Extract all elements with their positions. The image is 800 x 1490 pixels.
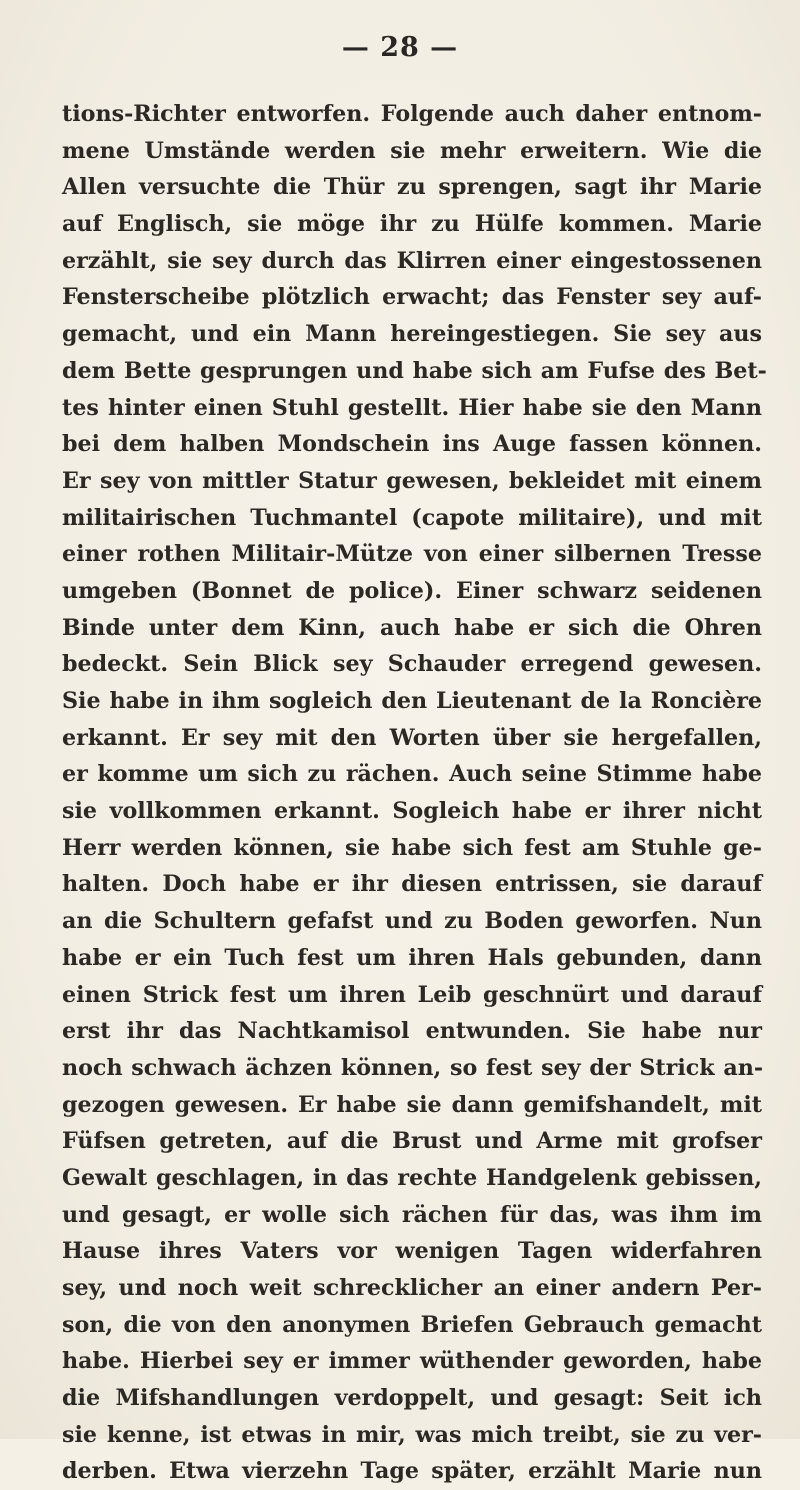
text-line: halten. Doch habe er ihr diesen entrissen, sie darauf	[62, 871, 762, 898]
text-line: erst ihr das Nachtkamisol entwunden. Sie habe nur	[62, 1018, 762, 1045]
text-line: umgeben (Bonnet de police). Einer schwarz seidenen	[62, 577, 762, 604]
text-line: und gesagt, er wolle sich rächen für das, was ihm im	[62, 1201, 762, 1228]
text-line: bedeckt. Sein Blick sey Schauder erregend gewesen.	[62, 651, 762, 678]
text-line: tions-Richter entworfen. Folgende auch daher entnom-	[62, 101, 762, 127]
text-line: gezogen gewesen. Er habe sie dann gemifshandelt, mit	[62, 1091, 762, 1118]
text-line: derben. Etwa vierzehn Tage später, erzählt Marie nun	[62, 1458, 762, 1485]
text-line: Binde unter dem Kinn, auch habe er sich die Ohren	[62, 614, 762, 641]
text-line: noch schwach ächzen können, so fest sey der Strick an-	[62, 1054, 764, 1081]
text-line: die Mifshandlungen verdoppelt, und gesagt: Seit ich	[62, 1385, 762, 1412]
text-line: Herr werden können, sie habe sich fest am Stuhle ge-	[62, 834, 762, 861]
text-line: einen Strick fest um ihren Leib geschnürt und darauf	[62, 981, 762, 1008]
text-line: erzählt, sie sey durch das Klirren einer eingestossenen	[62, 247, 762, 274]
text-line: sie kenne, ist etwas in mir, was mich treibt, sie zu ver-	[62, 1421, 762, 1448]
text-line: er komme um sich zu rächen. Auch seine Stimme habe	[62, 761, 762, 788]
text-line: gemacht, und ein Mann hereingestiegen. Sie sey aus	[62, 321, 762, 348]
text-line: Er sey von mittler Statur gewesen, bekleidet mit einem	[62, 467, 762, 494]
text-line: habe. Hierbei sey er immer wüthender geworden, habe	[62, 1348, 762, 1375]
text-line: bei dem halben Mondschein ins Auge fassen können.	[62, 431, 762, 458]
text-line: einer rothen Militair-Mütze von einer silbernen Tresse	[62, 541, 762, 568]
text-line: sey, und noch weit schrecklicher an einer andern Per-	[62, 1275, 762, 1301]
text-line: Fensterscheibe plötzlich erwacht; das Fenster sey auf-	[62, 284, 762, 311]
text-line: an die Schultern gefafst und zu Boden geworfen. Nun	[62, 908, 762, 935]
text-line: son, die von den anonymen Briefen Gebrauch gemacht	[62, 1311, 762, 1338]
text-line: dem Bette gesprungen und habe sich am Fufse des Bet-	[62, 357, 767, 384]
text-line: habe er ein Tuch fest um ihren Hals gebunden, dann	[62, 944, 762, 971]
text-line: tes hinter einen Stuhl gestellt. Hier habe sie den Mann	[62, 394, 762, 421]
text-line: militairischen Tuchmantel (capote militaire), und mit	[62, 504, 762, 531]
page-number: — 28 —	[341, 32, 459, 63]
text-line: Gewalt geschlagen, in das rechte Handgelenk gebissen,	[62, 1164, 762, 1191]
text-line: sie vollkommen erkannt. Sogleich habe er ihrer nicht	[62, 798, 762, 825]
text-line: Allen versuchte die Thür zu sprengen, sagt ihr Marie	[62, 174, 762, 201]
text-line: Hause ihres Vaters vor wenigen Tagen widerfahren	[62, 1238, 762, 1265]
text-line: erkannt. Er sey mit den Worten über sie hergefallen,	[62, 724, 762, 751]
text-line: Sie habe in ihm sogleich den Lieutenant de la Roncière	[62, 688, 762, 714]
body-text	[62, 96, 767, 1490]
text-line: Füfsen getreten, auf die Brust und Arme mit grofser	[62, 1128, 762, 1155]
text-line: auf Englisch, sie möge ihr zu Hülfe kommen. Marie	[62, 211, 762, 238]
text-line: mene Umstände werden sie mehr erweitern. Wie die	[62, 137, 762, 164]
